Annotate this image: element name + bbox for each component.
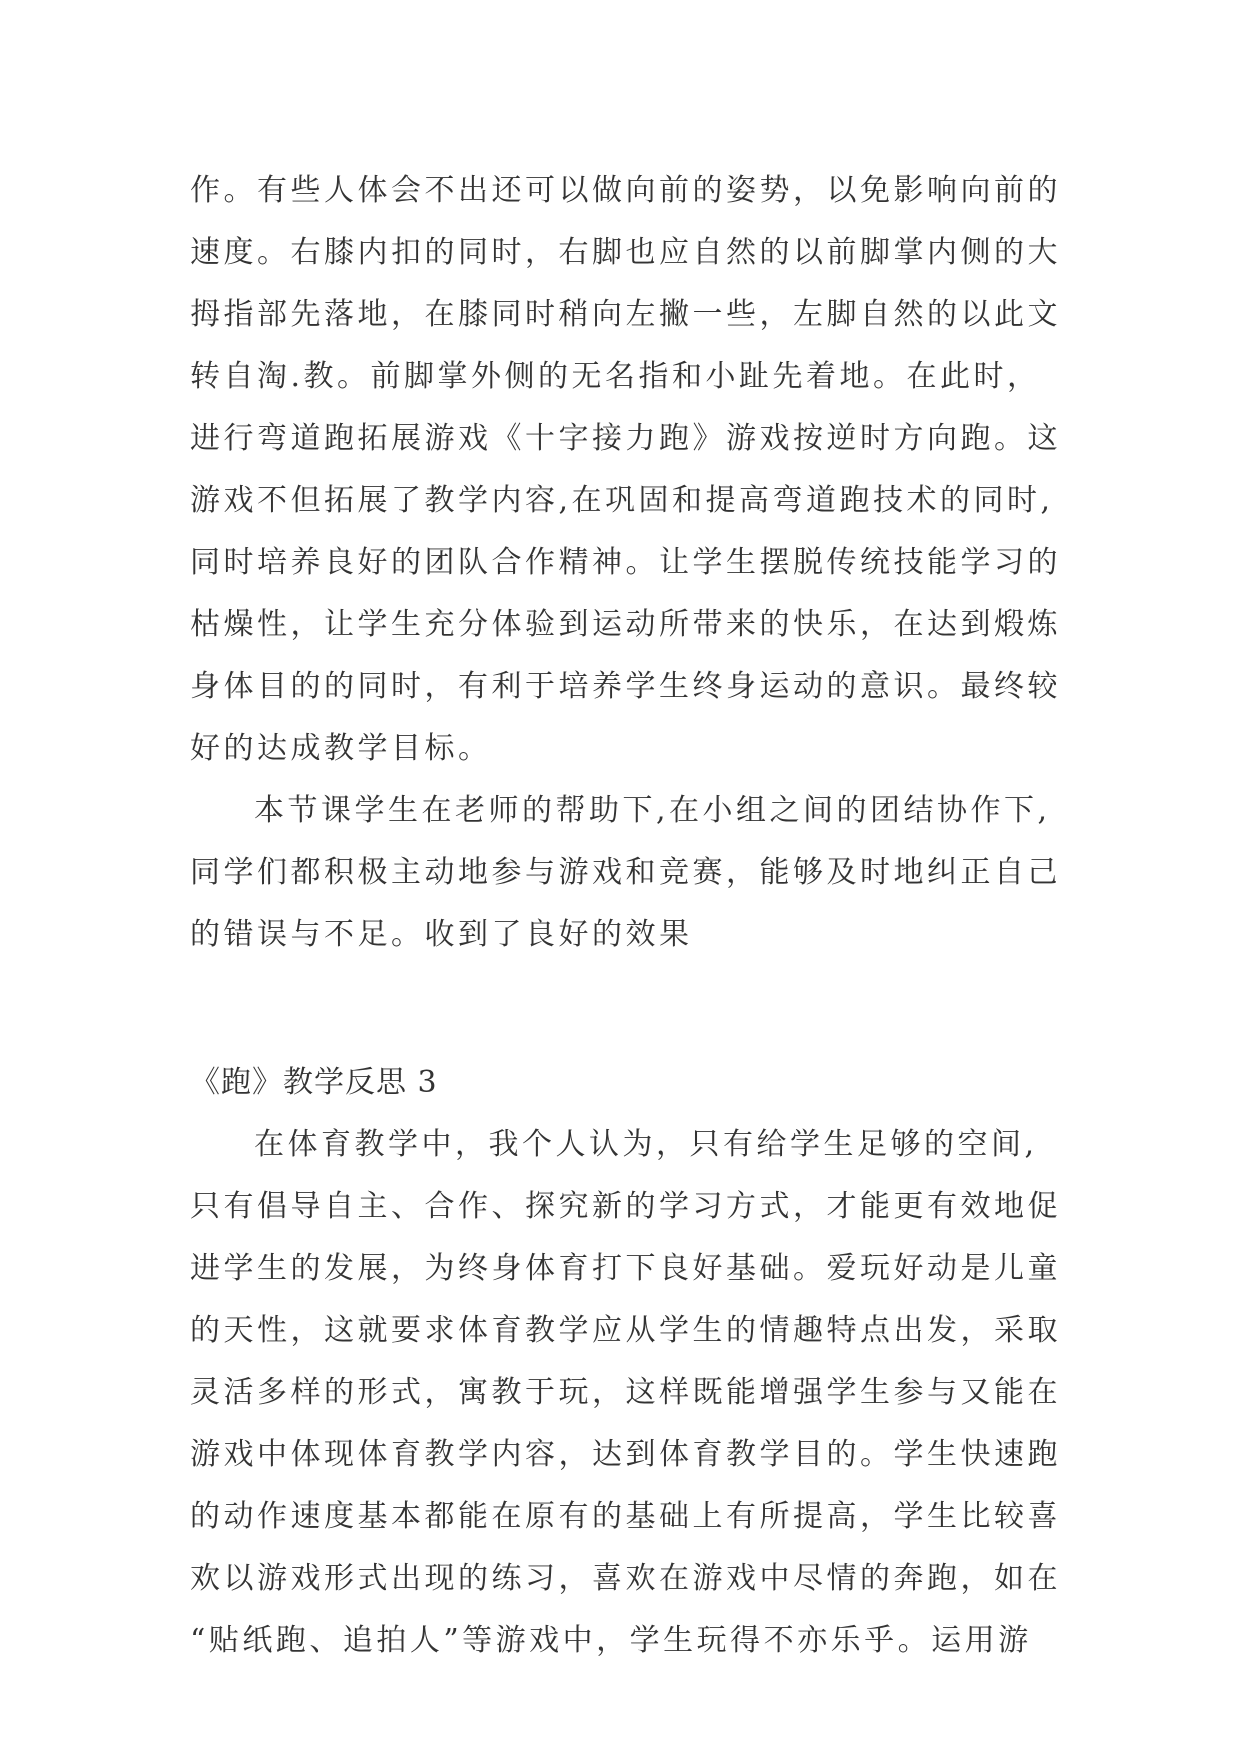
text-line: 灵活多样的形式，寓教于玩，这样既能增强学生参与又能在 (190, 1375, 1061, 1410)
paragraph-1 (190, 160, 1070, 780)
paragraph-3 (190, 1114, 1070, 1672)
text-line: 只有倡导自主、合作、探究新的学习方式，才能更有效地促 (190, 1189, 1061, 1224)
text-line: 身体目的的同时，有利于培养学生终身运动的意识。最终较 (190, 669, 1061, 704)
document-body (190, 160, 1070, 1672)
text-line: 作。有些人体会不出还可以做向前的姿势，以免影响向前的 (190, 173, 1061, 208)
text-line: 游戏中体现体育教学内容，达到体育教学目的。学生快速跑 (190, 1437, 1061, 1472)
text-line: “贴纸跑、追拍人”等游戏中，学生玩得不亦乐乎。运用游 (190, 1623, 1032, 1658)
text-line: 的天性，这就要求体育教学应从学生的情趣特点出发，采取 (190, 1313, 1061, 1348)
text-line: 拇指部先落地，在膝同时稍向左撇一些，左脚自然的以此文 (190, 297, 1061, 332)
section-title: 《跑》教学反思 3 (190, 1065, 438, 1100)
text-line: 本节课学生在老师的帮助下,在小组之间的团结协作下, (254, 793, 1051, 828)
text-line: 在体育教学中，我个人认为，只有给学生足够的空间, (254, 1127, 1038, 1162)
text-line: 的动作速度基本都能在原有的基础上有所提高，学生比较喜 (190, 1499, 1061, 1534)
text-line: 进学生的发展，为终身体育打下良好基础。爱玩好动是儿童 (190, 1251, 1061, 1286)
text-line: 游戏不但拓展了教学内容,在巩固和提高弯道跑技术的同时, (190, 483, 1054, 518)
text-line: 枯燥性，让学生充分体验到运动所带来的快乐，在达到煅炼 (190, 607, 1061, 642)
text-line: 转自淘.教。前脚掌外侧的无名指和小趾先着地。在此时， (190, 359, 1041, 394)
text-line: 欢以游戏形式出现的练习，喜欢在游戏中尽情的奔跑，如在 (190, 1561, 1061, 1596)
text-line: 速度。右膝内扣的同时，右脚也应自然的以前脚掌内侧的大 (190, 235, 1061, 270)
paragraph-2 (190, 780, 1070, 966)
text-line: 好的达成教学目标。 (190, 731, 492, 766)
text-line: 进行弯道跑拓展游戏《十字接力跑》游戏按逆时方向跑。这 (190, 421, 1061, 456)
text-line: 同时培养良好的团队合作精神。让学生摆脱传统技能学习的 (190, 545, 1061, 580)
text-line: 的错误与不足。收到了良好的效果 (190, 917, 693, 952)
section-spacer (190, 966, 1070, 1052)
text-line: 同学们都积极主动地参与游戏和竞赛，能够及时地纠正自己 (190, 855, 1061, 890)
